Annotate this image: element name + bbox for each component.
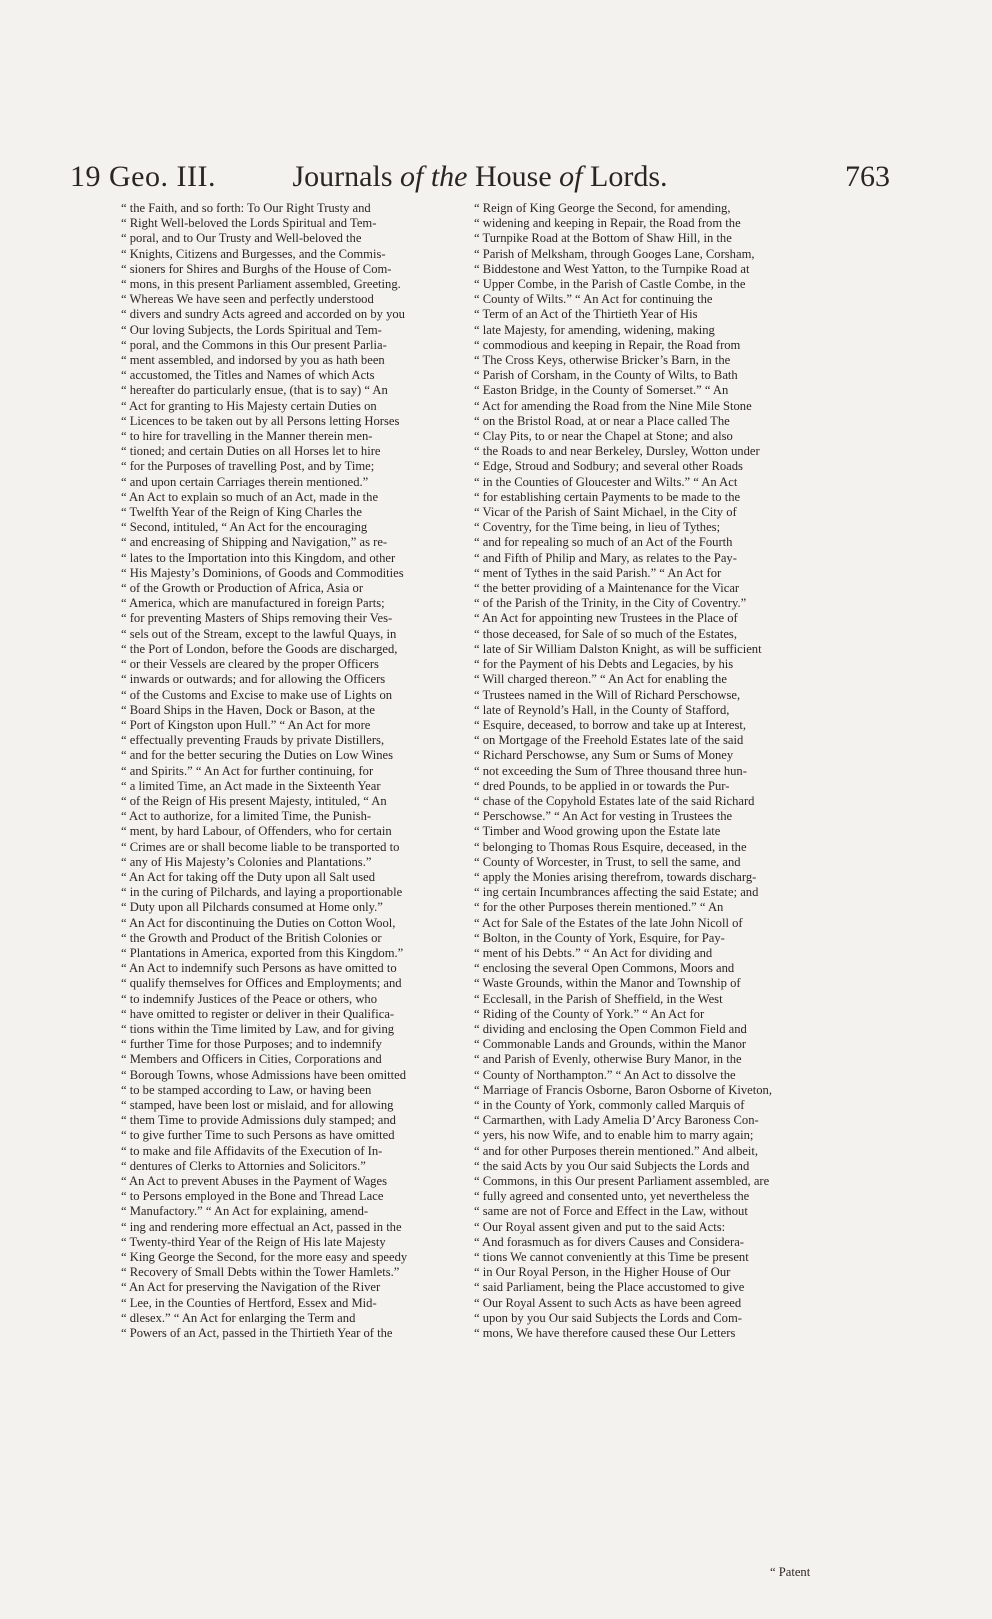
text-line: “ qualify themselves for Offices and Employments; and: [121, 976, 402, 991]
page-number: 763: [845, 160, 890, 193]
text-line: “ to be stamped according to Law, or having been: [121, 1082, 372, 1097]
text-line: “ late Majesty, for amending, widening, making: [474, 322, 715, 337]
text-line: “ apply the Monies arising therefrom, towards discharg-: [474, 869, 757, 884]
text-line: “ tioned; and certain Duties on all Horses let to hire: [121, 444, 381, 459]
text-line: “ Perschowse.” “ An Act for vesting in Trustees the: [474, 809, 733, 824]
text-line: “ said Parliament, being the Place accustomed to give: [474, 1280, 745, 1295]
text-line: “ late of Sir William Dalston Knight, as will be sufficient: [474, 641, 762, 656]
text-line: “ Will charged thereon.” “ An Act for enabling the: [474, 672, 727, 687]
text-line: “ America, which are manufactured in foreign Parts;: [121, 596, 385, 611]
text-line: “ tions within the Time limited by Law, and for giving: [121, 1021, 395, 1036]
text-line: “ dentures of Clerks to Attornies and Solicitors.”: [121, 1158, 366, 1173]
text-line: “ Commons, in this Our present Parliament assembled, are: [474, 1174, 770, 1188]
text-line: “ Recovery of Small Debts within the Tower Hamlets.”: [121, 1265, 400, 1280]
text-line: “ enclosing the several Open Commons, Moors and: [474, 961, 735, 976]
text-line: “ to Persons employed in the Bone and Thread Lace: [121, 1189, 384, 1204]
text-line: “ poral, and to Our Trusty and Well-beloved the: [121, 231, 362, 246]
text-line: “ Borough Towns, whose Admissions have been omitted: [121, 1067, 407, 1082]
text-line: “ inwards or outwards; and for allowing the Officers: [121, 672, 386, 687]
text-line: “ Edge, Stroud and Sodbury; and several other Roads: [474, 459, 743, 474]
text-line: “ Manufactory.” “ An Act for explaining, amend-: [121, 1204, 369, 1219]
text-line: “ poral, and the Commons in this Our present Parlia-: [121, 337, 387, 352]
text-line: “ Reign of King George the Second, for amending,: [474, 201, 731, 215]
text-line: “ Richard Perschowse, any Sum or Sums of Money: [474, 748, 734, 763]
text-line: “ Upper Combe, in the Parish of Castle Combe, in the: [474, 277, 746, 292]
text-line: “ of the Reign of His present Majesty, intituled, “ An: [121, 793, 387, 808]
text-line: “ tions We cannot conveniently at this Time be present: [474, 1250, 749, 1265]
text-line: “ in the County of York, commonly called Marquis of: [474, 1097, 745, 1112]
text-line: “ late of Reynold’s Hall, in the County of Stafford,: [474, 702, 730, 717]
text-line: “ to indemnify Justices of the Peace or others, who: [121, 991, 378, 1006]
text-line: “ Turnpike Road at the Bottom of Shaw Hill, in the: [474, 231, 732, 246]
text-line: “ or their Vessels are cleared by the proper Officers: [121, 657, 379, 672]
text-line: “ of the Customs and Excise to make use of Lights on: [121, 687, 393, 702]
text-line: “ Our Royal assent given and put to the said Acts:: [474, 1219, 726, 1234]
text-line: “ fully agreed and consented unto, yet nevertheless the: [474, 1189, 750, 1204]
text-line: “ And forasmuch as for divers Causes and Considera-: [474, 1234, 744, 1249]
text-line: “ Act for Sale of the Estates of the late John Nicoll of: [474, 915, 743, 930]
text-line: “ the better providing of a Maintenance for the Vicar: [474, 581, 740, 596]
text-line: “ Trustees named in the Will of Richard Perschowse,: [474, 687, 741, 702]
text-line: “ and for other Purposes therein mentioned.” And albeit,: [474, 1143, 758, 1158]
text-line: “ An Act for preserving the Navigation of the River: [121, 1280, 381, 1295]
text-line: “ the Growth and Product of the British Colonies or: [121, 930, 382, 945]
text-line: “ An Act to indemnify such Persons as have omitted to: [121, 961, 397, 976]
text-line: “ Knights, Citizens and Burgesses, and the Commis-: [121, 246, 386, 261]
text-line: “ in the curing of Pilchards, and laying a proportionable: [121, 885, 403, 900]
title-word-lords: Lords.: [590, 160, 668, 193]
regnal-year: 19 Geo. III.: [70, 160, 216, 193]
text-line: “ His Majesty’s Dominions, of Goods and Commodities: [121, 565, 404, 580]
title-word-journals: Journals: [292, 160, 393, 193]
text-line: “ King George the Second, for the more easy and speedy: [121, 1250, 408, 1265]
text-line: “ ing and rendering more effectual an Act, passed in the: [121, 1219, 402, 1234]
text-line: “ Our Royal Assent to such Acts as have been agreed: [474, 1295, 742, 1310]
journal-title: [70, 160, 890, 194]
text-line: “ commodious and keeping in Repair, the Road from: [474, 337, 741, 352]
text-line: “ same are not of Force and Effect in the Law, without: [474, 1204, 748, 1219]
text-line: “ the Roads to and near Berkeley, Dursley, Wotton under: [474, 444, 760, 459]
text-line: “ ment of Tythes in the said Parish.” “ An Act for: [474, 565, 722, 580]
text-line: “ on Mortgage of the Freehold Estates late of the said: [474, 733, 744, 748]
text-line: “ of the Parish of the Trinity, in the City of Coventry.”: [474, 596, 747, 611]
title-word-house: House: [475, 160, 552, 193]
text-line: “ for establishing certain Payments to be made to the: [474, 489, 741, 504]
text-line: “ mons, in this present Parliament assembled, Greeting.: [121, 277, 401, 292]
text-line: “ on the Bristol Road, at or near a Place called The: [474, 413, 730, 428]
title-word-of-2: of: [559, 160, 583, 193]
text-line: “ divers and sundry Acts agreed and accorded on by you: [121, 307, 405, 322]
text-line: “ Commonable Lands and Grounds, within the Manor: [474, 1037, 747, 1052]
text-line: “ dred Pounds, to be applied in or towards the Pur-: [474, 778, 730, 793]
text-line: “ chase of the Copyhold Estates late of the said Richard: [474, 793, 755, 808]
text-line: “ Twenty-third Year of the Reign of His late Majesty: [121, 1234, 386, 1249]
text-line: “ Bolton, in the County of York, Esquire, for Pay-: [474, 930, 725, 945]
text-line: “ Act for amending the Road from the Nine Mile Stone: [474, 398, 752, 413]
text-line: “ Riding of the County of York.” “ An Act for: [474, 1006, 705, 1021]
right-column: [474, 201, 846, 1341]
text-line: “ dividing and enclosing the Open Common Field and: [474, 1021, 747, 1036]
text-line: “ Act to authorize, for a limited Time, the Punish-: [121, 809, 372, 824]
text-line: “ Powers of an Act, passed in the Thirtieth Year of the: [121, 1326, 393, 1341]
text-line: “ a limited Time, an Act made in the Sixteenth Year: [121, 778, 381, 793]
text-line: “ not exceeding the Sum of Three thousand three hun-: [474, 763, 747, 778]
text-line: “ lates to the Importation into this Kingdom, and other: [121, 550, 396, 565]
title-word-of: of: [400, 160, 424, 193]
text-line: “ of the Growth or Production of Africa, Asia or: [121, 581, 364, 596]
text-line: “ in the Counties of Gloucester and Wilts.” “ An Act: [474, 474, 738, 489]
text-line: “ for the Payment of his Debts and Legacies, by his: [474, 657, 734, 672]
text-line: “ Waste Grounds, within the Manor and Township of: [474, 976, 741, 991]
text-line: “ Act for granting to His Majesty certain Duties on: [121, 398, 377, 413]
left-column: [121, 201, 491, 1341]
text-line: “ Vicar of the Parish of Saint Michael, in the City of: [474, 505, 737, 520]
text-line: “ Whereas We have seen and perfectly understood: [121, 292, 374, 307]
text-line: “ sioners for Shires and Burghs of the House of Com-: [121, 261, 392, 276]
text-line: “ Port of Kingston upon Hull.” “ An Act for more: [121, 717, 371, 732]
text-line: “ and encreasing of Shipping and Navigation,” as re-: [121, 535, 388, 550]
text-line: “ Board Ships in the Haven, Dock or Bason, at the: [121, 702, 375, 717]
text-line: “ Esquire, deceased, to borrow and take up at Interest,: [474, 717, 747, 732]
text-line: “ Coventry, for the Time being, in lieu of Tythes;: [474, 520, 721, 535]
text-line: “ Parish of Corsham, in the County of Wilts, to Bath: [474, 368, 738, 383]
text-line: “ Timber and Wood growing upon the Estate late: [474, 824, 721, 839]
text-line: “ Ecclesall, in the Parish of Sheffield, in the West: [474, 991, 723, 1006]
text-line: “ ment of his Debts.” “ An Act for dividing and: [474, 945, 713, 960]
text-line: “ ment assembled, and indorsed by you as hath been: [121, 353, 385, 368]
text-line: “ have omitted to register or deliver in their Qualifica-: [121, 1006, 395, 1021]
text-line: “ accustomed, the Titles and Names of which Acts: [121, 368, 375, 383]
text-line: “ and Fifth of Philip and Mary, as relates to the Pay-: [474, 550, 737, 565]
text-line: “ for preventing Masters of Ships removing their Ves-: [121, 611, 393, 626]
text-line: “ An Act for taking off the Duty upon all Salt used: [121, 869, 376, 884]
text-line: “ and upon certain Carriages therein mentioned.”: [121, 474, 369, 489]
text-line: “ further Time for those Purposes; and to indemnify: [121, 1037, 382, 1052]
text-line: “ the said Acts by you Our said Subjects the Lords and: [474, 1158, 750, 1173]
text-line: “ Biddestone and West Yatton, to the Turnpike Road at: [474, 261, 750, 276]
text-line: “ An Act to explain so much of an Act, made in the: [121, 489, 379, 504]
text-line: “ County of Wilts.” “ An Act for continuing the: [474, 292, 713, 307]
text-line: “ them Time to provide Admissions duly stamped; and: [121, 1113, 396, 1128]
text-line: “ Duty upon all Pilchards consumed at Home only.”: [121, 900, 383, 915]
text-line: “ Licences to be taken out by all Persons letting Horses: [121, 413, 400, 428]
text-line: “ mons, We have therefore caused these Our Letters: [474, 1326, 736, 1341]
text-line: “ An Act for discontinuing the Duties on Cotton Wool,: [121, 915, 396, 930]
text-line: “ Our loving Subjects, the Lords Spiritual and Tem-: [121, 322, 382, 337]
text-line: “ Term of an Act of the Thirtieth Year of His: [474, 307, 698, 322]
text-line: “ dlesex.” “ An Act for enlarging the Term and: [121, 1310, 356, 1325]
text-line: “ Plantations in America, exported from this Kingdom.”: [121, 945, 404, 960]
text-line: “ Members and Officers in Cities, Corporations and: [121, 1052, 382, 1067]
text-line: “ and for the better securing the Duties on Low Wines: [121, 748, 394, 763]
text-line: “ Marriage of Francis Osborne, Baron Osborne of Kiveton,: [474, 1082, 772, 1097]
text-line: “ to give further Time to such Persons as have omitted: [121, 1128, 395, 1143]
text-line: “ to make and file Affidavits of the Execution of In-: [121, 1143, 383, 1158]
text-line: “ and Parish of Evenly, otherwise Bury Manor, in the: [474, 1052, 742, 1067]
text-line: “ to hire for travelling in the Manner therein men-: [121, 429, 373, 444]
text-line: “ in Our Royal Person, in the Higher House of Our: [474, 1265, 731, 1280]
title-word-the: the: [430, 160, 468, 193]
text-line: “ those deceased, for Sale of so much of the Estates,: [474, 626, 737, 641]
text-line: “ widening and keeping in Repair, the Road from the: [474, 216, 741, 231]
catchword: “ Patent: [770, 1565, 811, 1579]
text-line: “ hereafter do particularly ensue, (that is to say) “ An: [121, 383, 388, 398]
text-line: “ for the Purposes of travelling Post, and by Time;: [121, 459, 375, 474]
running-header: [70, 160, 890, 200]
text-line: “ for the other Purposes therein mentioned.” “ An: [474, 900, 724, 915]
text-line: “ Right Well-beloved the Lords Spiritual and Tem-: [121, 216, 377, 231]
text-line: “ the Faith, and so forth: To Our Right Trusty and: [121, 201, 371, 215]
text-line: “ upon by you Our said Subjects the Lords and Com-: [474, 1310, 742, 1325]
text-line: “ ing certain Incumbrances affecting the said Estate; and: [474, 885, 759, 900]
text-line: “ the Port of London, before the Goods are discharged,: [121, 641, 398, 656]
text-line: “ Clay Pits, to or near the Chapel at Stone; and also: [474, 429, 733, 444]
text-line: “ County of Northampton.” “ An Act to dissolve the: [474, 1067, 736, 1082]
text-line: “ and Spirits.” “ An Act for further continuing, for: [121, 763, 374, 778]
text-line: “ The Cross Keys, otherwise Bricker’s Barn, in the: [474, 353, 731, 368]
text-line: “ Second, intituled, “ An Act for the encouraging: [121, 520, 368, 535]
text-line: “ yers, his now Wife, and to enable him to marry again;: [474, 1128, 754, 1143]
text-line: “ Lee, in the Counties of Hertford, Essex and Mid-: [121, 1295, 377, 1310]
text-line: “ Twelfth Year of the Reign of King Charles the: [121, 505, 362, 520]
text-line: “ Carmarthen, with Lady Amelia D’Arcy Baroness Con-: [474, 1113, 759, 1128]
text-line: “ any of His Majesty’s Colonies and Plantations.”: [121, 854, 372, 869]
text-line: “ sels out of the Stream, except to the lawful Quays, in: [121, 626, 397, 641]
text-line: “ Parish of Melksham, through Googes Lane, Corsham,: [474, 246, 755, 261]
text-line: “ An Act for appointing new Trustees in the Place of: [474, 611, 738, 626]
text-line: “ ment, by hard Labour, of Offenders, who for certain: [121, 824, 392, 839]
text-line: “ Crimes are or shall become liable to be transported to: [121, 839, 400, 854]
text-line: “ An Act to prevent Abuses in the Payment of Wages: [121, 1174, 387, 1188]
text-line: “ effectually preventing Frauds by private Distillers,: [121, 733, 385, 748]
text-line: “ and for repealing so much of an Act of the Fourth: [474, 535, 733, 550]
text-line: “ belonging to Thomas Rous Esquire, deceased, in the: [474, 839, 747, 854]
text-line: “ stamped, have been lost or mislaid, and for allowing: [121, 1097, 394, 1112]
text-line: “ County of Worcester, in Trust, to sell the same, and: [474, 854, 741, 869]
text-line: “ Easton Bridge, in the County of Somerset.” “ An: [474, 383, 729, 398]
